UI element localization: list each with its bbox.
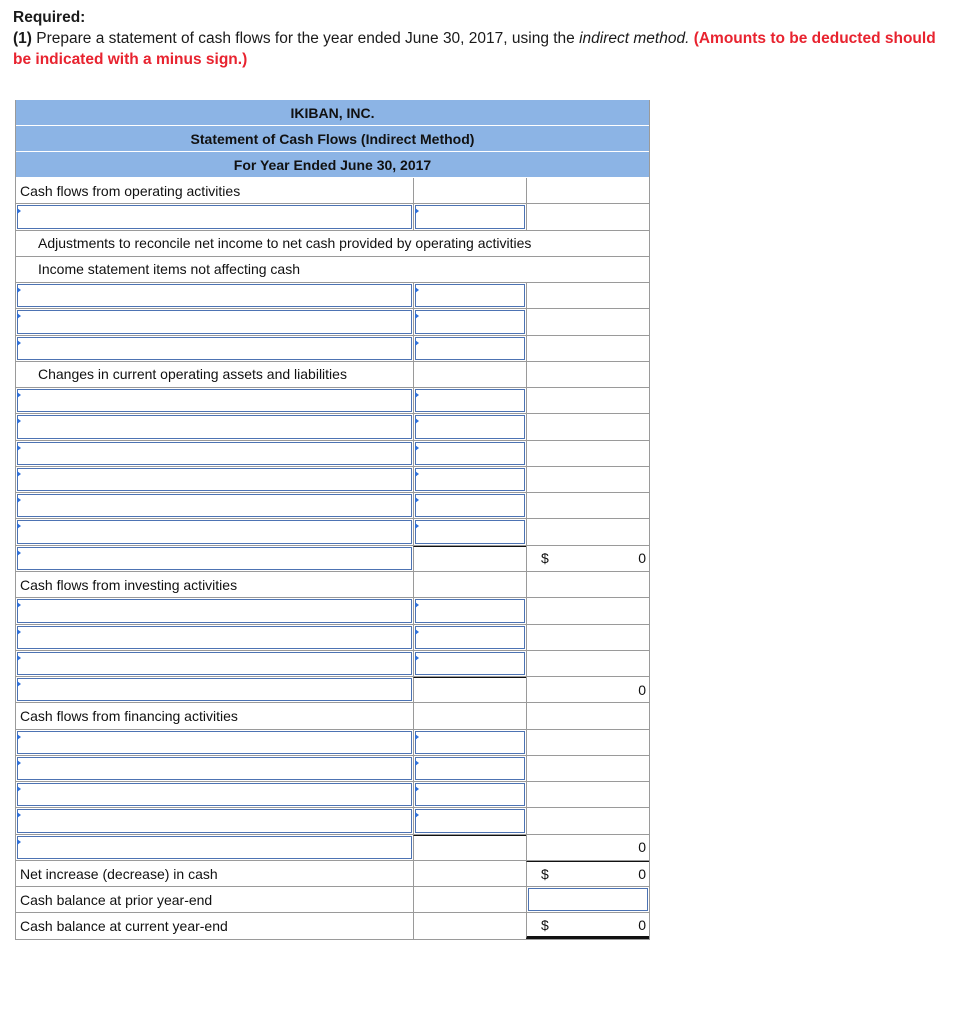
change-item-label-input[interactable] xyxy=(17,415,412,438)
change-item-row xyxy=(16,467,649,493)
investing-header-row xyxy=(16,572,649,598)
method-emphasis: indirect method. xyxy=(579,30,690,47)
instructions xyxy=(13,7,953,70)
noncash-item-row xyxy=(16,283,649,309)
minus-sign-warning: (Amounts to be deducted should be indicated with a minus sign.) xyxy=(13,30,936,68)
financing-total-label-input[interactable] xyxy=(17,836,412,859)
net-increase-value: 0 xyxy=(638,866,646,883)
adjustments-row xyxy=(16,231,649,257)
noncash-label: Income statement items not affecting cash xyxy=(38,261,300,278)
change-item-label-input[interactable] xyxy=(17,494,412,517)
operating-total-currency: $ xyxy=(541,550,549,567)
financing-item-label-input[interactable] xyxy=(17,783,412,806)
investing-item-label-input[interactable] xyxy=(17,599,412,622)
operating-total-row xyxy=(16,546,649,572)
noncash-item-label-input[interactable] xyxy=(17,310,412,333)
operating-total-value: 0 xyxy=(638,550,646,567)
net-increase-label: Net increase (decrease) in cash xyxy=(20,865,218,882)
net-income-amount-input[interactable] xyxy=(415,205,525,228)
financing-item-amount-input[interactable] xyxy=(415,731,525,754)
investing-total-label-input[interactable] xyxy=(17,678,412,701)
investing-item-amount-input[interactable] xyxy=(415,599,525,622)
investing-item-amount-input[interactable] xyxy=(415,626,525,649)
change-item-label-input[interactable] xyxy=(17,442,412,465)
change-item-amount-input[interactable] xyxy=(415,442,525,465)
noncash-item-label-input[interactable] xyxy=(17,337,412,360)
financing-item-label-input[interactable] xyxy=(17,757,412,780)
investing-item-row xyxy=(16,625,649,651)
statement-period: For Year Ended June 30, 2017 xyxy=(16,152,649,178)
financing-item-row xyxy=(16,808,649,834)
financing-item-row xyxy=(16,782,649,808)
financing-item-row xyxy=(16,756,649,782)
adjustments-label: Adjustments to reconcile net income to net cash provided by operating activities xyxy=(38,235,532,252)
financing-total-row xyxy=(16,835,649,861)
current-balance-label: Cash balance at current year-end xyxy=(20,918,228,935)
company-name: IKIBAN, INC. xyxy=(16,100,649,126)
net-income-row xyxy=(16,204,649,230)
investing-item-label-input[interactable] xyxy=(17,652,412,675)
financing-header-row xyxy=(16,703,649,729)
prior-balance-label: Cash balance at prior year-end xyxy=(20,891,213,908)
investing-label: Cash flows from investing activities xyxy=(20,576,238,593)
investing-item-row xyxy=(16,651,649,677)
prior-balance-row xyxy=(16,887,649,913)
change-item-label-input[interactable] xyxy=(17,520,412,543)
noncash-item-row xyxy=(16,309,649,335)
financing-label: Cash flows from financing activities xyxy=(20,707,238,724)
instruction-text xyxy=(13,28,953,70)
investing-total-row xyxy=(16,677,649,703)
financing-item-amount-input[interactable] xyxy=(415,809,525,832)
investing-item-amount-input[interactable] xyxy=(415,652,525,675)
financing-total-value: 0 xyxy=(638,839,646,856)
change-item-amount-input[interactable] xyxy=(415,415,525,438)
financing-item-label-input[interactable] xyxy=(17,809,412,832)
change-item-row xyxy=(16,388,649,414)
change-item-row xyxy=(16,441,649,467)
financing-item-amount-input[interactable] xyxy=(415,757,525,780)
part-number: (1) xyxy=(13,30,32,47)
required-heading: Required: xyxy=(13,9,86,26)
change-item-label-input[interactable] xyxy=(17,468,412,491)
investing-item-label-input[interactable] xyxy=(17,626,412,649)
net-income-label-input[interactable] xyxy=(17,205,412,228)
change-item-amount-input[interactable] xyxy=(415,494,525,517)
change-item-amount-input[interactable] xyxy=(415,389,525,412)
noncash-item-amount-input[interactable] xyxy=(415,284,525,307)
financing-item-label-input[interactable] xyxy=(17,731,412,754)
change-item-row xyxy=(16,493,649,519)
operating-header-row xyxy=(16,178,649,204)
statement-title: Statement of Cash Flows (Indirect Method) xyxy=(16,126,649,152)
net-increase-currency: $ xyxy=(541,866,549,883)
prior-balance-amount-input[interactable] xyxy=(528,888,648,911)
noncash-item-row xyxy=(16,336,649,362)
changes-header-row xyxy=(16,362,649,388)
noncash-row xyxy=(16,257,649,283)
operating-total-label-input[interactable] xyxy=(17,547,412,570)
operating-label: Cash flows from operating activities xyxy=(20,182,241,199)
current-balance-currency: $ xyxy=(541,916,549,933)
changes-label: Changes in current operating assets and liabilities xyxy=(38,366,347,383)
change-item-row xyxy=(16,519,649,545)
current-balance-row xyxy=(16,913,649,939)
change-item-amount-input[interactable] xyxy=(415,468,525,491)
instruction-body: Prepare a statement of cash flows for the year ended June 30, 2017, using the xyxy=(31,30,580,47)
current-balance-value: 0 xyxy=(638,916,646,933)
investing-total-value: 0 xyxy=(638,681,646,698)
noncash-item-amount-input[interactable] xyxy=(415,310,525,333)
investing-item-row xyxy=(16,598,649,624)
noncash-item-amount-input[interactable] xyxy=(415,337,525,360)
net-increase-row xyxy=(16,861,649,887)
change-item-row xyxy=(16,414,649,440)
change-item-label-input[interactable] xyxy=(17,389,412,412)
noncash-item-label-input[interactable] xyxy=(17,284,412,307)
financing-item-row xyxy=(16,730,649,756)
financing-item-amount-input[interactable] xyxy=(415,783,525,806)
change-item-amount-input[interactable] xyxy=(415,520,525,543)
cash-flow-statement xyxy=(15,100,650,940)
